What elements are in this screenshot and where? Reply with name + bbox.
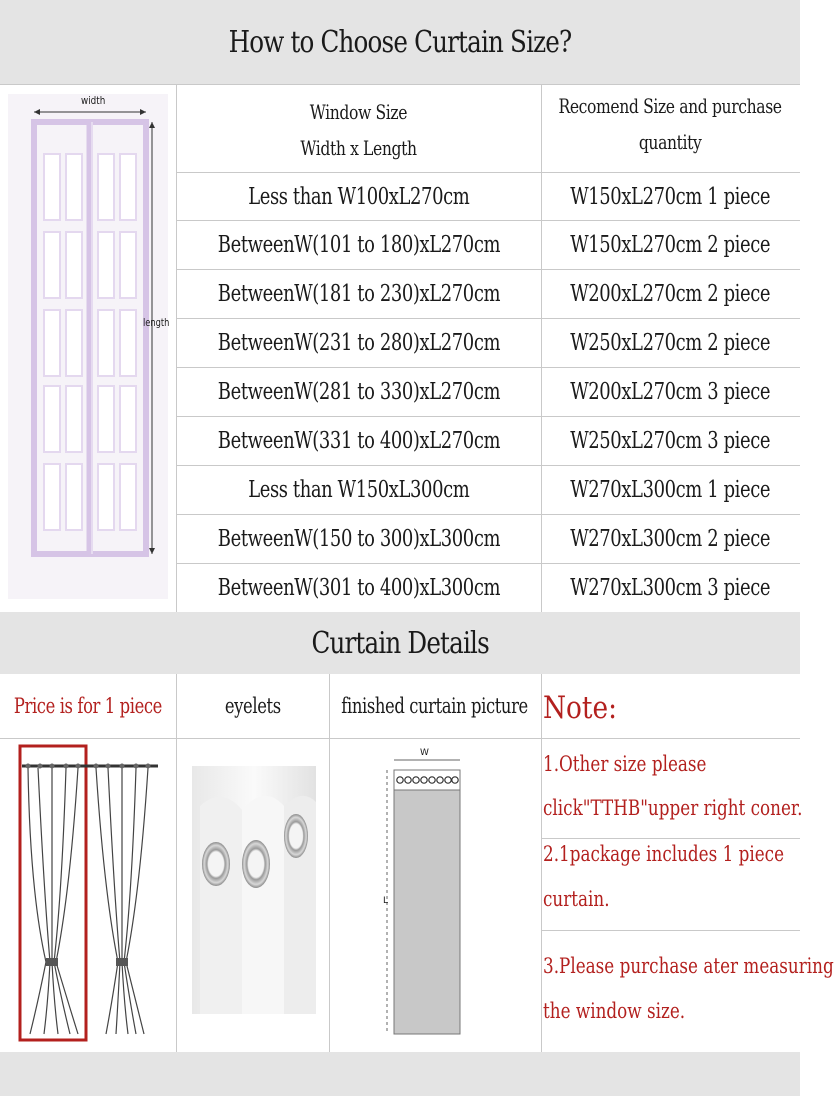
table-row-2-recommend: W200xL270cm 2 piece (570, 281, 771, 307)
table-row-6-recommend: W270xL300cm 1 piece (570, 477, 771, 503)
note-line-6: the window size. (543, 999, 686, 1023)
table-row-1-recommend: W150xL270cm 2 piece (570, 232, 771, 258)
page-title: How to Choose Curtain Size? (228, 24, 572, 60)
table-row-2-window: BetweenW(181 to 230)xL270cm (217, 281, 500, 307)
grid-line (0, 738, 800, 739)
price-note: Price is for 1 piece (13, 694, 163, 718)
finished-curtain-picture (380, 748, 470, 1034)
note-title: Note: (543, 690, 617, 726)
width-label: width (81, 94, 106, 107)
note-line-1: 1.Other size please (543, 752, 707, 776)
table-row-4-window: BetweenW(281 to 330)xL270cm (217, 379, 500, 405)
note-line-5: 3.Please purchase ater measuring (543, 954, 834, 978)
grid-line (541, 674, 542, 1052)
title-band (0, 0, 800, 84)
table-row-7-recommend: W270xL300cm 2 piece (570, 526, 771, 552)
door-diagram (0, 84, 176, 611)
note-line-3: 2.1package includes 1 piece (543, 842, 785, 866)
table-row-0-recommend: W150xL270cm 1 piece (570, 183, 771, 210)
eyelets-label: eyelets (224, 694, 281, 718)
table-row-3-recommend: W250xL270cm 2 piece (570, 330, 771, 356)
header-recommend-size: Recomend Size and purchase quantity (558, 94, 783, 154)
table-row-5-window: BetweenW(331 to 400)xL270cm (217, 428, 500, 454)
grid-line (541, 930, 800, 931)
eyelets-photo (192, 766, 316, 1014)
details-band (0, 612, 800, 674)
bottom-band (0, 1052, 800, 1096)
finished-width-label: W (420, 748, 429, 758)
table-row-6-window: Less than W150xL300cm (247, 477, 470, 503)
finished-length-label: L (383, 896, 389, 906)
table-row-8-window: BetweenW(301 to 400)xL300cm (217, 575, 500, 601)
table-row-3-window: BetweenW(231 to 280)xL270cm (217, 330, 500, 356)
table-row-0-window: Less than W100xL270cm (247, 183, 470, 210)
table-row-5-recommend: W250xL270cm 3 piece (570, 428, 771, 454)
finished-curtain-label: finished curtain picture (341, 694, 529, 718)
note-line-2: click"TTHB"upper right coner. (543, 796, 803, 820)
table-row-4-recommend: W200xL270cm 3 piece (570, 379, 771, 405)
table-row-1-window: BetweenW(101 to 180)xL270cm (217, 232, 500, 258)
door-illustration (0, 84, 176, 611)
table-row-8-recommend: W270xL300cm 3 piece (570, 575, 771, 601)
note-line-4: curtain. (543, 887, 610, 911)
header-window-size: Window Size Width x Length (300, 100, 417, 160)
curtain-rod-illustration (8, 742, 174, 1046)
table-row-7-window: BetweenW(150 to 300)xL300cm (217, 526, 500, 552)
length-label: length (143, 316, 170, 329)
details-title: Curtain Details (311, 625, 489, 661)
